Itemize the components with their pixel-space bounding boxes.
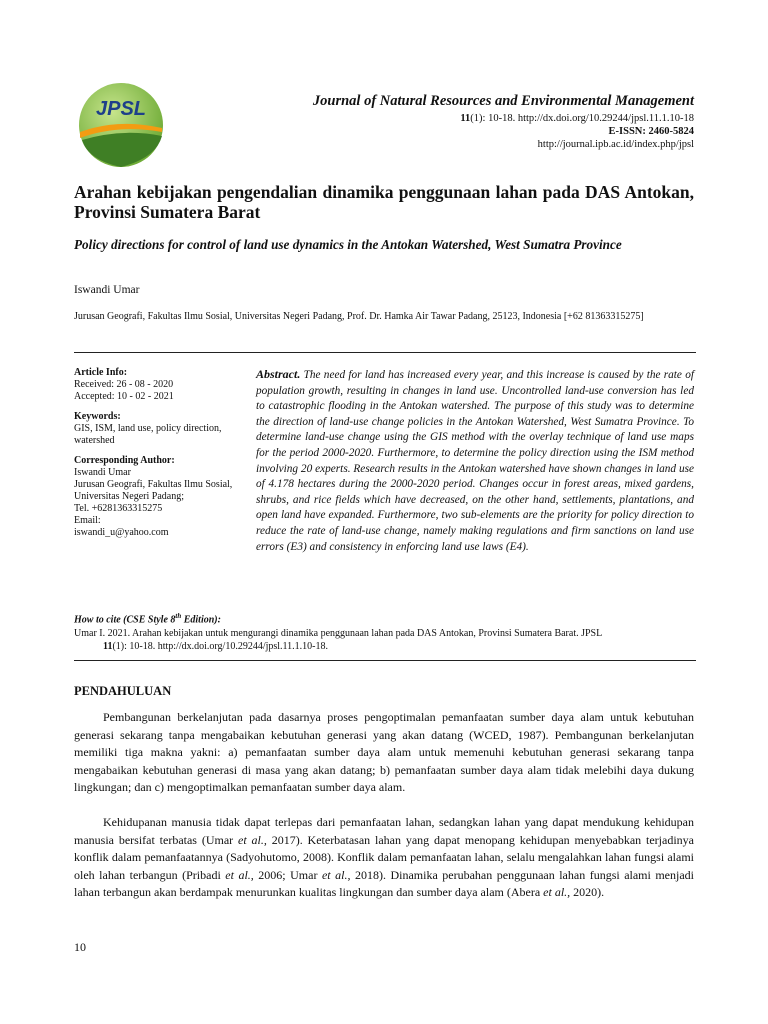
para2-part-b: 2017). Keterbatasan lahan yang dapat menopang kehidupan menyebabkan terjadinya konflik dalam pemanfaatannya (Sadyohutomo, 2008). Konflik dalam pemanfaatan lahan, selalu mengalahkan lahan fungsi alami oleh lahan terbangun (Pribadi <box>74 832 694 882</box>
corresponding-author-email[interactable]: iswandi_u@yahoo.com <box>74 527 169 538</box>
citation-text <box>74 627 696 653</box>
corresponding-author-name: Iswandi Umar <box>74 467 131 478</box>
abstract-text: The need for land has increased every year, and this increase is caused by the rate of population growth, resulting in changes in land use. Uncontrolled land-use conversion has led to catastrophic flooding in the Antokan watershed. The purpose of this study was to determine the direction of land-use change policies in the Antokan Watershed, West Sumatra Province. To determine land-use change using the GIS method with the overlay technique of land use maps for the period 2000-2020. Furthermore, to determine the policy direction using the ISM method involving 20 experts. Research results in the Antokan watershed have shown changes in land use of 4.178 hectares during the 2000-2020 period. Changes occur in forest areas, mixed gardens, shrubs, and rice fields which have decreased, on the other hand, settlements, plantations, and open land have expanded. Furthermore, two sub-elements are the priority for policy direction to reduce the rate of land-use change, namely making regulations and firm sanctions on land use errors (E3) and consistency in enforcing land use laws (E4). <box>256 369 694 553</box>
body-paragraph-1: Pembangunan berkelanjutan pada dasarnya proses pengoptimalan pemanfaatan sumber daya alam untuk kebutuhan generasi sekarang tanpa mengabaikan kebutuhan generasi yang akan datang (WCED, 1987). Pembangunan berkelanjutan memiliki tiga makna yakni: a) pemanfaatan sumber daya alam untuk memenuhi kebutuhan generasi sekarang tanpa mengabaikan kebutuhan generasi di masa yang akan datang; b) pemanfaatan sumber daya alam tidak melebihi daya dukung lingkungan; dan c) mengoptimalkan pemanfaatan sumber daya alam. <box>74 710 694 795</box>
page-number: 10 <box>74 940 86 954</box>
para2-part-d: 2018). Dinamika perubahan penggunaan lahan fungsi alami menjadi lahan terbangun akan berdampak menurunkan kualitas lingkungan dan sumber daya alam (Abera <box>74 867 695 900</box>
divider-top <box>74 352 696 353</box>
citation-label <box>74 612 221 625</box>
citation-volume: 11 <box>103 641 113 652</box>
keywords: GIS, ISM, land use, policy direction, watershed <box>74 423 222 446</box>
corresponding-author-affiliation: Jurusan Geografi, Fakultas Ilmu Sosial, Universitas Negeri Padang; <box>74 479 233 502</box>
article-subtitle: Policy directions for control of land use dynamics in the Antokan Watershed, West Sumatra Province <box>74 237 622 252</box>
etal-1: et al., <box>238 832 267 847</box>
etal-3: et al., <box>321 867 351 882</box>
journal-eissn: E-ISSN: 2460-5824 <box>608 126 694 137</box>
journal-title: Journal of Natural Resources and Environmental Management <box>312 93 694 109</box>
journal-url[interactable]: http://journal.ipb.ac.id/index.php/jpsl <box>537 139 694 150</box>
corresponding-author-label: Corresponding Author: <box>74 455 175 466</box>
para2-part-a: Kehidupanan manusia tidak dapat terlepas dari pemanfaatan lahan, sedangkan lahan yang dapat mendukung kehidupan manusia bersifat terbatas (Umar <box>74 815 694 847</box>
citation-line2: (1): 10-18. http://dx.doi.org/10.29244/jpsl.11.1.10-18. <box>112 641 329 652</box>
etal-4: et al., <box>543 885 571 900</box>
author-affiliation: Jurusan Geografi, Fakultas Ilmu Sosial, Universitas Negeri Padang, Prof. Dr. Hamka Air Tawar Padang, 25123, Indonesia [+62 81363315275] <box>74 311 644 322</box>
keywords-label: Keywords: <box>74 411 121 422</box>
received-date: Received: 26 - 08 - 2020 <box>74 379 174 390</box>
article-info-label: Article Info: <box>74 367 128 378</box>
logo-text: JPSL <box>95 98 147 120</box>
abstract <box>256 367 694 555</box>
para2-part-e: 2020). <box>570 885 605 900</box>
volume-number: 11 <box>460 113 471 124</box>
journal-issue <box>460 112 694 125</box>
section-heading: PENDAHULUAN <box>74 684 172 698</box>
article-info-column <box>74 367 244 547</box>
citation-line1: Umar I. 2021. Arahan kebijakan untuk mengurangi dinamika penggunaan lahan pada DAS Antokan, Provinsi Sumatera Barat. JPSL <box>74 628 603 639</box>
corresponding-author-phone: Tel. +6281363315275 <box>74 503 163 514</box>
email-label: Email: <box>74 515 101 526</box>
citation-label-sup: th <box>175 612 182 620</box>
para2-part-c: 2006; Umar <box>253 867 322 882</box>
jpsl-logo <box>78 82 164 168</box>
body-paragraph-2 <box>74 814 694 902</box>
accepted-date: Accepted: 10 - 02 - 2021 <box>74 391 174 402</box>
citation-label-pre: How to cite (CSE Style 8 <box>74 614 176 626</box>
issue-doi: (1): 10-18. http://dx.doi.org/10.29244/jpsl.11.1.10-18 <box>470 113 694 124</box>
abstract-label: Abstract. <box>256 367 301 381</box>
author-name: Iswandi Umar <box>74 284 140 296</box>
etal-2: et al., <box>225 867 254 882</box>
article-title: Arahan kebijakan pengendalian dinamika penggunaan lahan pada DAS Antokan, Provinsi Sumatera Barat <box>74 182 694 222</box>
divider-bottom <box>74 660 696 661</box>
citation-label-post: Edition): <box>181 614 221 626</box>
